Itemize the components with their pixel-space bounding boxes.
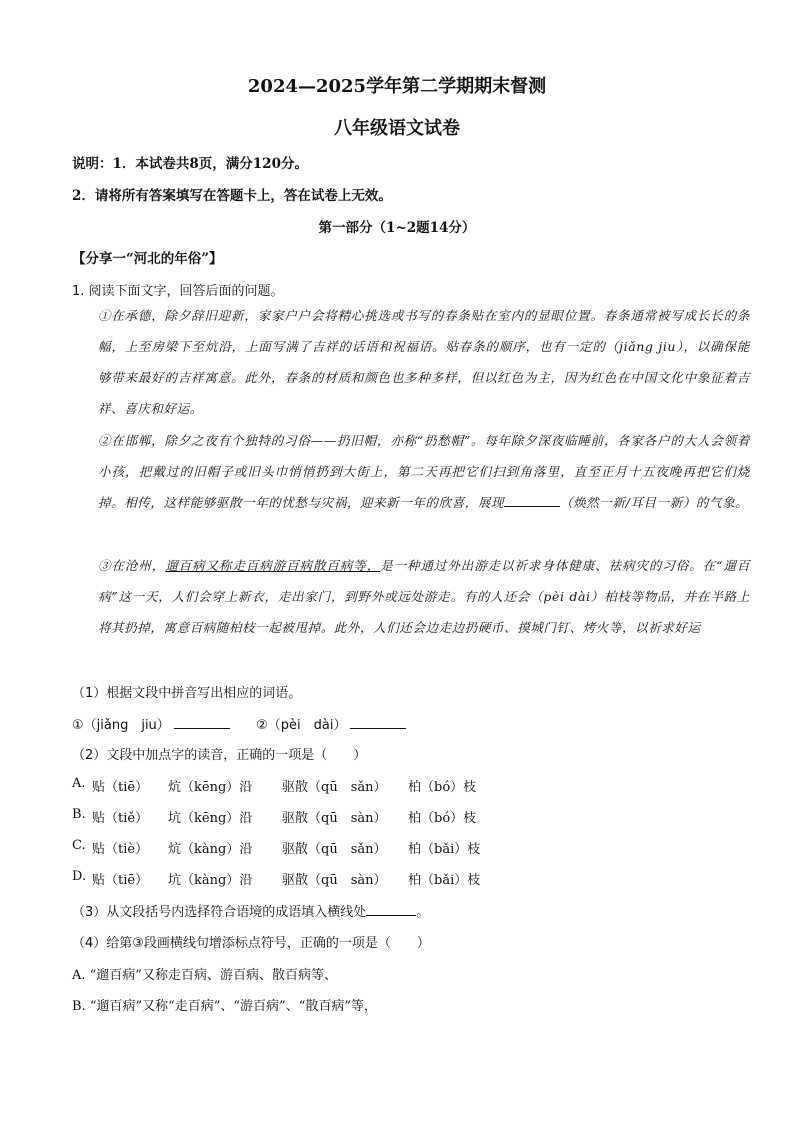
exam-title: 2024—2025学年第二学期期末督测: [247, 76, 547, 97]
question-1-prompt: 1. 阅读下面文字，回答后面的问题。: [72, 284, 284, 299]
option-key: D.: [72, 869, 87, 884]
passage-paragraph-2-tail: （焕然一新/耳目一新）的气象。: [560, 495, 749, 510]
option-item: 柏（bǎi）枝: [408, 873, 481, 888]
passage-paragraph-3-lead: ③在沧州，: [98, 558, 166, 573]
option-b-punctuation: B. “遛百病”又称“走百病”、“游百病”、“散百病”等，: [72, 999, 377, 1014]
instruction-line-1: 说明：1．本试卷共8页，满分120分。: [72, 156, 308, 172]
passage-paragraph-3-text: 是一种通过外出游走以祈求身体健康、祛病灾的习俗。在“遛百病”这一天，人们会穿上新衣，走出家门，到野外或远处游走。有的人还会（pèi dài）柏枝等物品，并在半路上将其扔掉，寓意百病随柏枝一起被甩掉。此外，人们还会边走边扔硬币、摸城门钉、烤火等，以祈求好运: [98, 558, 750, 635]
sub-question-2: （2）文段中加点字的读音，正确的一项是（ ）: [72, 748, 367, 763]
exam-subtitle: 八年级语文试卷: [334, 118, 460, 139]
option-key: C.: [72, 838, 86, 853]
option-item: 炕（kēng）沿: [168, 780, 253, 795]
underlined-sentence: 遛百病又称走百病游百病散百病等，: [165, 558, 381, 573]
option-a-punctuation: A. “遛百病”又称走百病、游百病、散百病等、: [72, 968, 337, 983]
option-item: 驱散（qū sàn）: [282, 873, 387, 888]
option-item: 驱散（qū sàn）: [282, 811, 387, 826]
instruction-line-2: 2．请将所有答案填写在答题卡上，答在试卷上无效。: [72, 188, 392, 204]
passage-paragraph-2-text: ②在邯郸，除夕之夜有个独特的习俗——扔旧帽，亦称“扔愁帽”。每年除夕深夜临睡前，各家各户的大人会领着小孩，把戴过的旧帽子或旧头巾悄悄扔到大街上，第二天再把它们扫到角落里，直至正月十五夜晚再把它们烧掉。相传，这样能够驱散一年的忧愁与灾祸，迎来新一年的欣喜，展现: [98, 433, 750, 510]
option-item: 贴（tiě）: [92, 811, 149, 826]
option-item: 贴（tiè）: [92, 842, 149, 857]
option-item: 驱散（qū sǎn）: [282, 842, 387, 857]
sub-question-3-tail: 。: [416, 905, 430, 920]
option-key: B.: [72, 807, 86, 822]
option-key: A.: [72, 776, 86, 791]
option-item: 炕（kàng）沿: [168, 842, 253, 857]
part-heading: 第一部分（1~2题14分）: [318, 220, 476, 236]
share-heading: 【分享一“河北的年俗”】: [72, 251, 223, 267]
answer-blank-b: [350, 716, 406, 729]
sub-question-3: [72, 901, 429, 920]
sub-question-1-answers: [72, 714, 406, 733]
option-item: 柏（bó）枝: [408, 811, 477, 826]
option-item: 柏（bó）枝: [408, 780, 477, 795]
option-item: 坑（kēng）沿: [168, 811, 253, 826]
answer-blank-c: [366, 903, 416, 916]
pinyin-prompt-b: ②（pèi dài）: [256, 718, 347, 733]
option-item: 柏（bǎi）枝: [408, 842, 481, 857]
fill-blank: [504, 492, 560, 507]
passage-paragraph-1: ①在承德，除夕辞旧迎新，家家户户会将精心挑选或书写的春条贴在室内的显眼位置。春条通常被写成长长的条幅，上至房梁下至炕沿，上面写满了吉祥的话语和祝福语。贴春条的顺序，也有一定的（jiǎng jiu），以确保能够带来最好的吉祥寓意。此外，春条的材质和颜色也多种多样，但以红色为主，因为红色在中国文化中象征着吉祥、喜庆和好运。: [98, 308, 750, 416]
option-item: 驱散（qū sǎn）: [282, 780, 387, 795]
sub-question-3-text: （3）从文段括号内选择符合语境的成语填入横线处: [72, 905, 367, 920]
option-item: 坑（kàng）沿: [168, 873, 253, 888]
passage-paragraph-3: [72, 550, 750, 643]
option-item: 贴（tiē）: [92, 780, 149, 795]
sub-question-4: （4）给第③段画横线句增添标点符号，正确的一项是（ ）: [72, 936, 430, 951]
passage-paragraph-2: [72, 425, 750, 518]
pinyin-prompt-a: ①（jiǎng jiu）: [72, 718, 170, 733]
sub-question-1: （1）根据文段中拼音写出相应的词语。: [72, 686, 302, 701]
option-item: 贴（tiē）: [92, 873, 149, 888]
answer-blank-a: [174, 716, 230, 729]
